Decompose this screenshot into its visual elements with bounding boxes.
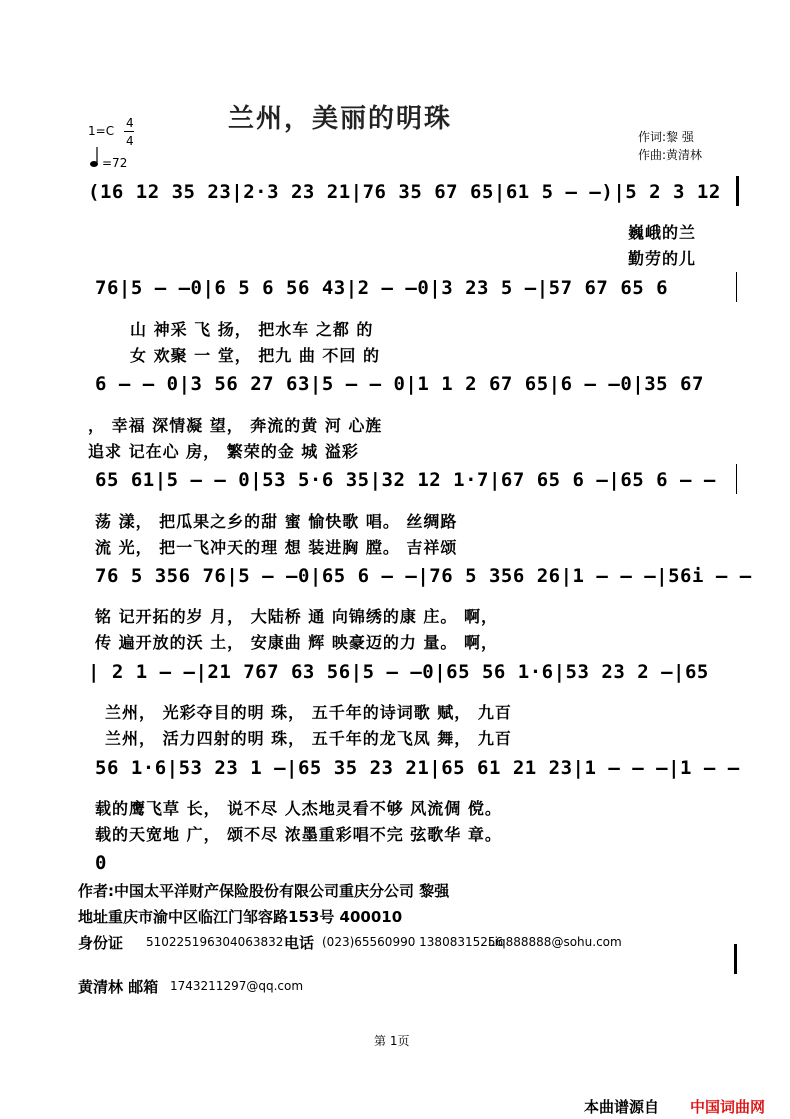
composer: 作曲:黄清林 — [638, 148, 703, 162]
lyricist: 作词:黎 强 — [638, 130, 694, 144]
address-line: 地址重庆市渝中区临江门邹容路153号 400010 — [78, 908, 403, 926]
id-value: 510225196304063832 — [146, 935, 284, 949]
score-line-4-lyric-1: 荡 漾， 把瓜果之乡的甜 蜜 愉快歌 唱。 丝绸路 — [95, 512, 458, 531]
line-end-barline — [736, 176, 739, 206]
end-mark: 0 — [95, 852, 107, 874]
score-line-6-lyric-2: 兰州， 活力四射的明 珠， 五千年的龙飞凤 舞， 九百 — [105, 729, 512, 748]
score-line-7-lyric-1: 载的鹰飞草 长， 说不尽 人杰地灵看不够 风流倜 傥。 — [95, 799, 502, 818]
score-line-2-notes: 76|5 — —0|6 5 6 56 43|2 — —0|3 23 5 —|57 67 65 6 — [95, 277, 669, 299]
tempo-marking: =72 — [102, 156, 128, 170]
score-line-1-lyric-2: 勤劳的儿 — [628, 249, 697, 268]
phone-value: (023)65560990 13808315256 — [322, 935, 504, 949]
score-line-7-lyric-2: 载的天宽地 广， 颂不尽 浓墨重彩唱不完 弦歌华 章。 — [95, 825, 502, 844]
phone-label: 电话 — [284, 934, 315, 952]
score-line-6-notes: | 2 1 — —|21 767 63 56|5 — —0|65 56 1·6|53 23 2 —|65 — [88, 661, 709, 683]
composer-contact-name: 黄清林 邮箱 — [78, 978, 159, 996]
score-line-2-lyric-2: 女 欢聚 一 堂， 把九 曲 不回 的 — [130, 346, 380, 365]
closing-barline — [734, 944, 737, 974]
score-line-1-lyric-1: 巍峨的兰 — [628, 223, 697, 242]
score-line-3-lyric-2: 追求 记在心 房， 繁荣的金 城 溢彩 — [88, 442, 359, 461]
score-line-1-notes: (16 12 35 23|2·3 23 21|76 35 67 65|61 5 — —)|5 2 3 12 — [88, 181, 721, 203]
email-value: Liq888888@sohu.com — [488, 935, 622, 949]
source-label: 本曲谱源自 — [584, 1098, 660, 1116]
score-line-5-lyric-2: 传 遍开放的沃 土， 安康曲 辉 映豪迈的力 量。 啊， — [95, 633, 498, 652]
score-line-3-notes: 6 — — 0|3 56 27 63|5 — — 0|1 1 2 67 65|6 — —0|35 67 — [95, 373, 704, 395]
page-number: 第 1页 — [374, 1034, 410, 1048]
score-line-3-lyric-1: ， 幸福 深情凝 望， 奔流的黄 河 心旌 — [88, 416, 383, 435]
key-signature: 1=C — [88, 124, 115, 138]
source-site-link[interactable]: 中国词曲网 — [690, 1098, 766, 1116]
score-line-4-notes: 65 61|5 — — 0|53 5·6 35|32 12 1·7|67 65 6 —|65 6 — — — [95, 469, 716, 491]
quarter-note-icon — [88, 146, 102, 168]
page-title: 兰州，美丽的明珠 — [228, 104, 453, 134]
score-line-5-lyric-1: 铭 记开拓的岁 月， 大陆桥 通 向锦绣的康 庄。 啊， — [95, 607, 498, 626]
score-line-4-lyric-2: 流 光， 把一飞冲天的理 想 装进胸 膛。 吉祥颂 — [95, 538, 458, 557]
barline — [736, 464, 737, 494]
author-line: 作者:中国太平洋财产保险股份有限公司重庆分公司 黎强 — [78, 882, 450, 900]
time-signature-top: 4 — [126, 116, 134, 130]
score-line-7-notes: 56 1·6|53 23 1 —|65 35 23 21|65 61 21 23|1 — — —|1 — — — [95, 757, 740, 779]
composer-contact-email: 1743211297@qq.com — [170, 979, 304, 993]
time-signature-bottom: 4 — [126, 134, 134, 148]
score-line-2-lyric-1: 山 神采 飞 扬， 把水车 之都 的 — [130, 320, 374, 339]
barline — [736, 272, 737, 302]
time-signature-line — [124, 131, 134, 132]
score-line-6-lyric-1: 兰州， 光彩夺目的明 珠， 五千年的诗词歌 赋， 九百 — [105, 703, 512, 722]
id-label: 身份证 — [78, 934, 124, 952]
score-line-5-notes: 76 5 356 76|5 — —0|65 6 — —|76 5 356 26|1 — — —|56i — — — [95, 565, 752, 587]
